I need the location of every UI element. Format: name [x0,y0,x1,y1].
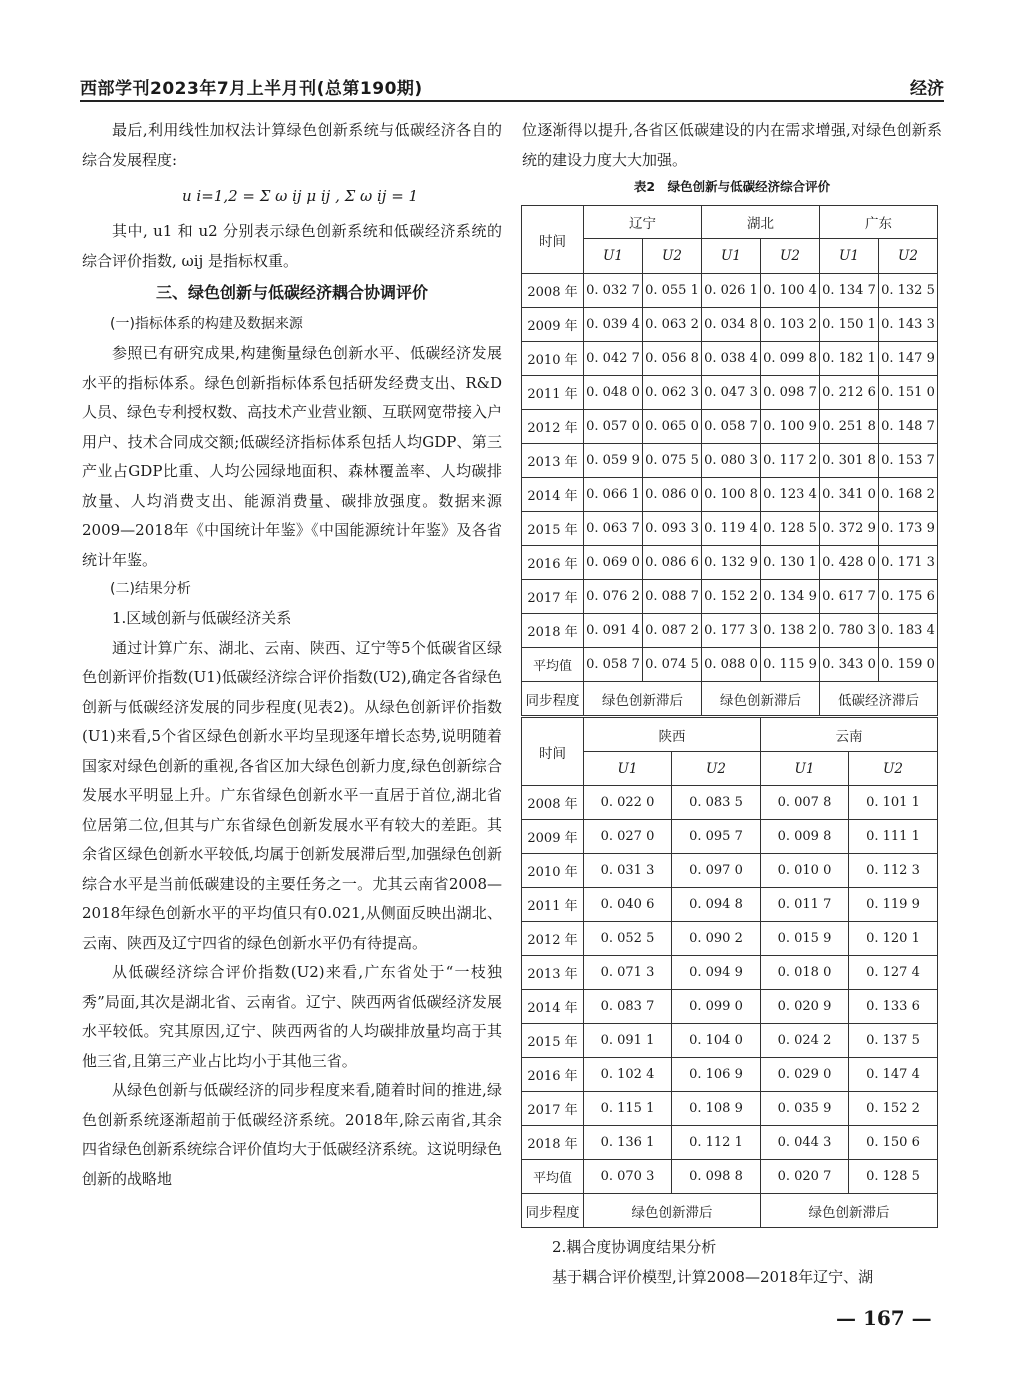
table-header-u: U1 [584,752,672,786]
row-label: 平均值 [522,648,584,682]
table-cell: 0. 341 0 [820,478,879,512]
table-cell: 0. 153 7 [879,444,938,478]
table-cell: 0. 044 3 [761,1126,849,1160]
table-row [522,990,938,1024]
table-cell: 0. 070 3 [584,1160,672,1194]
table-cell: 0. 428 0 [820,546,879,580]
row-label: 2012 年 [522,922,584,956]
table-header-u: U2 [849,752,938,786]
table-header-time: 时间 [522,206,584,274]
table-row [522,410,938,444]
table-cell: 0. 083 7 [584,990,672,1024]
table-header-province: 湖北 [702,206,820,239]
table-row [522,820,938,854]
table-cell: 0. 115 1 [584,1092,672,1126]
section-name: 经济 [910,79,944,99]
table-cell: 0. 069 0 [584,546,643,580]
table-cell: 0. 343 0 [820,648,879,682]
table-cell: 0. 039 4 [584,308,643,342]
table-cell: 0. 020 9 [761,990,849,1024]
paragraph: 参照已有研究成果,构建衡量绿色创新水平、低碳经济发展水平的指标体系。绿色创新指标体系包括研发经费支出、R&D人员、绿色专利授权数、高技术产业营业额、互联网宽带接入户用户、技术合同成交额;低碳经济指标体系包括人均GDP、第三产业占GDP比重、人均公园绿地面积、森林覆盖率、人均碳排放量、人均消费支出、能源消费量、碳排放强度。数据来源2009—2018年《中国统计年鉴》《中国能源统计年鉴》及各省统计年鉴。 [82,344,503,569]
table-cell: 0. 007 8 [761,786,849,820]
table-cell: 0. 052 5 [584,922,672,956]
table-cell: 0. 024 2 [761,1024,849,1058]
table-cell: 0. 147 4 [849,1058,938,1092]
paragraph: 其中, u1 和 u2 分别表示绿色创新系统和低碳经济系统的综合评价指数, ωij 是指标权重。 [82,222,502,270]
header-rule [80,100,944,102]
table-cell: 0. 062 3 [643,376,702,410]
table-row [522,376,938,410]
subsubsection-heading: 1.区域创新与低碳经济关系 [112,609,292,627]
table-row [522,1058,938,1092]
table-cell: 0. 018 0 [761,956,849,990]
right-column-bottom [522,1233,942,1292]
table-cell: 0. 076 2 [584,580,643,614]
sync-label: 同步程度 [522,682,584,716]
table-cell: 0. 138 2 [761,614,820,648]
table-caption: 表2 绿色创新与低碳经济综合评价 [633,179,831,194]
table-header-province: 陕西 [584,718,761,752]
row-label: 2008 年 [522,786,584,820]
table-cell: 0. 034 8 [702,308,761,342]
row-label: 2018 年 [522,614,584,648]
row-label: 2008 年 [522,274,584,308]
table-cell: 0. 063 7 [584,512,643,546]
table-cell: 0. 056 8 [643,342,702,376]
table-cell: 0. 106 9 [672,1058,761,1092]
table-cell: 0. 780 3 [820,614,879,648]
subsubsection-heading: 2.耦合度协调度结果分析 [552,1238,717,1256]
sync-cell: 低碳经济滞后 [820,682,938,716]
row-label: 2014 年 [522,990,584,1024]
table-row [522,512,938,546]
table-cell: 0. 100 8 [702,478,761,512]
table-cell: 0. 065 0 [643,410,702,444]
table-cell: 0. 047 3 [702,376,761,410]
table-row [522,444,938,478]
table-row [522,956,938,990]
table-cell: 0. 182 1 [820,342,879,376]
table-cell: 0. 048 0 [584,376,643,410]
right-column [522,116,942,175]
row-label: 2014 年 [522,478,584,512]
table-cell: 0. 009 8 [761,820,849,854]
sync-cell: 绿色创新滞后 [761,1194,938,1228]
table-cell: 0. 100 9 [761,410,820,444]
table-cell: 0. 099 0 [672,990,761,1024]
sync-cell: 绿色创新滞后 [702,682,820,716]
table-row [522,546,938,580]
table-cell: 0. 212 6 [820,376,879,410]
table-cell: 0. 086 6 [643,546,702,580]
table-cell: 0. 112 1 [672,1126,761,1160]
table-cell: 0. 071 3 [584,956,672,990]
table-cell: 0. 112 3 [849,854,938,888]
table-cell: 0. 123 4 [761,478,820,512]
table-cell: 0. 103 2 [761,308,820,342]
table-cell: 0. 101 1 [849,786,938,820]
table-row [522,342,938,376]
row-label: 2013 年 [522,444,584,478]
sync-label: 同步程度 [522,1194,584,1228]
table-cell: 0. 029 0 [761,1058,849,1092]
table-cell: 0. 010 0 [761,854,849,888]
table-cell: 0. 183 4 [879,614,938,648]
table-cell: 0. 137 5 [849,1024,938,1058]
table-cell: 0. 115 9 [761,648,820,682]
table-header-u: U2 [761,239,820,274]
row-label: 2017 年 [522,1092,584,1126]
table-cell: 0. 132 9 [702,546,761,580]
table-cell: 0. 152 2 [702,580,761,614]
row-label: 2011 年 [522,888,584,922]
table-cell: 0. 150 6 [849,1126,938,1160]
table-header-time: 时间 [522,718,584,786]
table-cell: 0. 251 8 [820,410,879,444]
row-label: 2011 年 [522,376,584,410]
table-cell: 0. 088 0 [702,648,761,682]
table-cell: 0. 111 1 [849,820,938,854]
table-cell: 0. 055 1 [643,274,702,308]
table-cell: 0. 134 9 [761,580,820,614]
table-cell: 0. 063 2 [643,308,702,342]
paragraph: 基于耦合评价模型,计算2008—2018年辽宁、湖 [552,1267,874,1286]
table-cell: 0. 171 3 [879,546,938,580]
table-cell: 0. 617 7 [820,580,879,614]
table-cell: 0. 177 3 [702,614,761,648]
row-label: 2018 年 [522,1126,584,1160]
paragraph: 从低碳经济综合评价指数(U2)来看,广东省处于“一枝独秀”局面,其次是湖北省、云南省。辽宁、陕西两省低碳经济发展水平较低。究其原因,辽宁、陕西两省的人均碳排放量均高于其他三省,且第三产业占比均小于其他三省。 [82,963,502,1070]
row-label: 2012 年 [522,410,584,444]
table-cell: 0. 147 9 [879,342,938,376]
table-cell: 0. 119 9 [849,888,938,922]
table-row [522,648,938,682]
table-cell: 0. 090 2 [672,922,761,956]
row-label: 2009 年 [522,308,584,342]
table-cell: 0. 119 4 [702,512,761,546]
table-cell: 0. 057 0 [584,410,643,444]
table-cell: 0. 058 7 [584,648,643,682]
table-cell: 0. 108 9 [672,1092,761,1126]
table-row [522,1024,938,1058]
table-row [522,854,938,888]
table-cell: 0. 150 1 [820,308,879,342]
table-cell: 0. 026 1 [702,274,761,308]
row-label: 2017 年 [522,580,584,614]
table-cell: 0. 151 0 [879,376,938,410]
table-row [522,614,938,648]
table-cell: 0. 301 8 [820,444,879,478]
table-row [522,888,938,922]
table-cell: 0. 098 8 [672,1160,761,1194]
table-cell: 0. 011 7 [761,888,849,922]
table-cell: 0. 091 1 [584,1024,672,1058]
table-header-u: U1 [761,752,849,786]
table-cell: 0. 095 7 [672,820,761,854]
table-cell: 0. 074 5 [643,648,702,682]
paragraph: 从绿色创新与低碳经济的同步程度来看,随着时间的推进,绿色创新系统逐渐超前于低碳经济系统。2018年,除云南省,其余四省绿色创新系统综合评价值均大于低碳经济系统。这说明绿色创新的战略地 [82,1081,503,1188]
table-cell: 0. 059 9 [584,444,643,478]
table-cell: 0. 168 2 [879,478,938,512]
row-label: 2015 年 [522,512,584,546]
row-label: 2016 年 [522,1058,584,1092]
table-cell: 0. 086 0 [643,478,702,512]
table-cell: 0. 102 4 [584,1058,672,1092]
table-row [522,786,938,820]
table-header-u: U1 [584,239,643,274]
table-row [522,1092,938,1126]
table-cell: 0. 066 1 [584,478,643,512]
table-row [522,922,938,956]
table-2-part-1 [521,205,938,716]
table-cell: 0. 175 6 [879,580,938,614]
table-cell: 0. 136 1 [584,1126,672,1160]
formula: u i=1,2 = Σ ω ij μ ij , Σ ω ij = 1 [182,187,419,205]
table-cell: 0. 035 9 [761,1092,849,1126]
table-row [522,308,938,342]
table-cell: 0. 038 4 [702,342,761,376]
row-label: 平均值 [522,1160,584,1194]
table-row [522,478,938,512]
table-cell: 0. 094 9 [672,956,761,990]
table-cell: 0. 104 0 [672,1024,761,1058]
row-label: 2016 年 [522,546,584,580]
table-cell: 0. 143 3 [879,308,938,342]
table-header-province: 广东 [820,206,938,239]
row-label: 2010 年 [522,342,584,376]
table-header-u: U1 [702,239,761,274]
table-cell: 0. 133 6 [849,990,938,1024]
table-header-province: 云南 [761,718,938,752]
table-cell: 0. 128 5 [761,512,820,546]
table-row [522,274,938,308]
table-cell: 0. 173 9 [879,512,938,546]
page-number: — 167 — [836,1306,932,1330]
table-cell: 0. 100 4 [761,274,820,308]
table-cell: 0. 032 7 [584,274,643,308]
subsection-heading: (一)指标体系的构建及数据来源 [110,316,303,332]
paragraph: 通过计算广东、湖北、云南、陕西、辽宁等5个低碳省区绿色创新评价指数(U1)低碳经济综合评价指数(U2),确定各省绿色创新与低碳经济发展的同步程度(见表2)。从绿色创新评价指数(U1)来看,5个省区绿色创新水平均呈现逐年增长态势,说明随着国家对绿色创新的重视,各省区加大绿色创新力度,绿色创新综合发展水平明显上升。广东省绿色创新水平一直居于首位,湖北省位居第二位,但其与广东省绿色创新发展水平有较大的差距。其余省区绿色创新水平较低,均属于创新发展滞后型,加强绿色创新综合水平是当前低碳建设的主要任务之一。尤其云南省2008—2018年绿色创新水平的平均值只有0.021,从侧面反映出湖北、云南、陕西及辽宁四省的绿色创新水平仍有待提高。 [82,638,502,952]
running-header [80,74,944,98]
table-cell: 0. 127 4 [849,956,938,990]
table-cell: 0. 372 9 [820,512,879,546]
table-cell: 0. 088 7 [643,580,702,614]
table-header-u: U2 [879,239,938,274]
table-cell: 0. 022 0 [584,786,672,820]
paragraph: 位逐渐得以提升,各省区低碳建设的内在需求增强,对绿色创新系统的建设力度大大加强。 [522,121,942,169]
subsection-heading: (二)结果分析 [110,581,191,597]
table-header-u: U2 [643,239,702,274]
row-label: 2013 年 [522,956,584,990]
sync-cell: 绿色创新滞后 [584,1194,761,1228]
table-header-province: 辽宁 [584,206,702,239]
table-cell: 0. 091 4 [584,614,643,648]
table-cell: 0. 097 0 [672,854,761,888]
table-cell: 0. 075 5 [643,444,702,478]
journal-title: 西部学刊2023年7月上半月刊(总第190期) [80,79,423,99]
table-cell: 0. 087 2 [643,614,702,648]
table-cell: 0. 159 0 [879,648,938,682]
table-cell: 0. 094 8 [672,888,761,922]
row-label: 2015 年 [522,1024,584,1058]
row-label: 2010 年 [522,854,584,888]
table-cell: 0. 130 1 [761,546,820,580]
table-cell: 0. 134 7 [820,274,879,308]
sync-cell: 绿色创新滞后 [584,682,702,716]
left-column [82,116,502,1194]
table-cell: 0. 031 3 [584,854,672,888]
table-cell: 0. 098 7 [761,376,820,410]
paragraph: 最后,利用线性加权法计算绿色创新系统与低碳经济各自的综合发展程度: [82,121,502,169]
section-heading: 三、绿色创新与低碳经济耦合协调评价 [155,283,428,302]
table-cell: 0. 093 3 [643,512,702,546]
table-cell: 0. 020 7 [761,1160,849,1194]
table-cell: 0. 083 5 [672,786,761,820]
table-cell: 0. 120 1 [849,922,938,956]
table-cell: 0. 117 2 [761,444,820,478]
table-cell: 0. 058 7 [702,410,761,444]
row-label: 2009 年 [522,820,584,854]
table-cell: 0. 080 3 [702,444,761,478]
table-2-part-2 [521,717,938,1228]
table-cell: 0. 099 8 [761,342,820,376]
table-cell: 0. 128 5 [849,1160,938,1194]
table-cell: 0. 040 6 [584,888,672,922]
table-row [522,1160,938,1194]
table-cell: 0. 027 0 [584,820,672,854]
table-header-u: U2 [672,752,761,786]
table-cell: 0. 152 2 [849,1092,938,1126]
table-cell: 0. 042 7 [584,342,643,376]
table-cell: 0. 015 9 [761,922,849,956]
table-row [522,580,938,614]
table-row [522,1126,938,1160]
table-header-u: U1 [820,239,879,274]
table-cell: 0. 132 5 [879,274,938,308]
table-cell: 0. 148 7 [879,410,938,444]
